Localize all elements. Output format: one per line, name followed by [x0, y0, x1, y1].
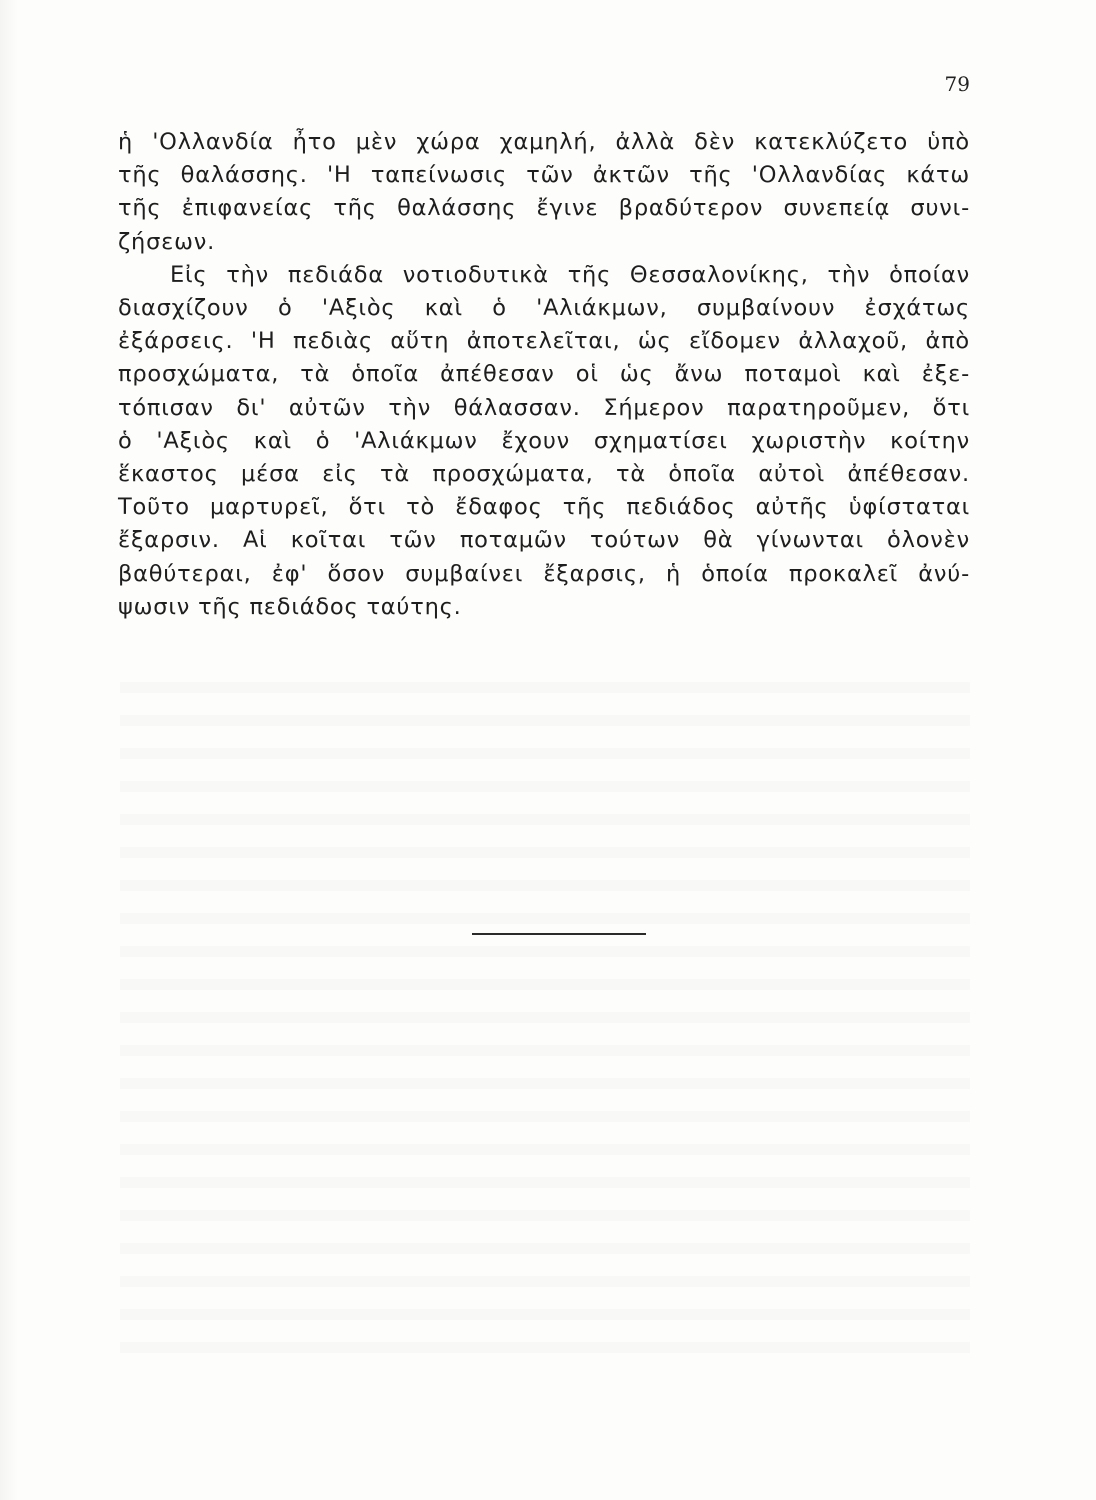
text-line: τῆς ἐπιφανείας τῆς θαλάσσης ἔγινε βραδύτερον συνεπείᾳ συνι- — [118, 195, 970, 222]
text-line: βαθύτεραι, ἐφ' ὅσον συμβαίνει ἔξαρσις, ἡ ὁποία προκαλεῖ ἀνύ- — [118, 560, 970, 587]
text-line: Τοῦτο μαρτυρεῖ, ὅτι τὸ ἔδαφος τῆς πεδιάδος αὐτῆς ὑφίσταται — [118, 494, 970, 521]
paragraph-1 — [118, 126, 970, 259]
text-line: Εἰς τὴν πεδιάδα νοτιοδυτικὰ τῆς Θεσσαλονίκης, τὴν ὁποίαν — [170, 261, 970, 288]
text-line: ἡ 'Ολλανδία ἦτο μὲν χώρα χαμηλή, ἀλλὰ δὲν κατεκλύζετο ὑπὸ — [118, 129, 970, 155]
text-line: ἐξάρσεις. 'Η πεδιὰς αὕτη ἀποτελεῖται, ὡς εἴδομεν ἀλλαχοῦ, ἀπὸ — [118, 328, 970, 355]
text-line: τῆς θαλάσσης. 'Η ταπείνωσις τῶν ἀκτῶν τῆς 'Ολλανδίας κάτω — [118, 162, 970, 189]
text-line: ἔξαρσιν. Αἱ κοῖται τῶν ποταμῶν τούτων θὰ γίνωνται ὁλονὲν — [118, 527, 970, 554]
text-line: διασχίζουν ὁ 'Αξιὸς καὶ ὁ 'Αλιάκμων, συμβαίνουν ἐσχάτως — [118, 295, 970, 322]
text-line: ψωσιν τῆς πεδιάδος ταύτης. — [118, 593, 462, 620]
text-line: ὁ 'Αξιὸς καὶ ὁ 'Αλιάκμων ἔχουν σχηματίσει χωριστὴν κοίτην — [118, 427, 970, 454]
body-text — [118, 126, 970, 624]
paragraph-2 — [118, 259, 970, 624]
text-line: ἕκαστος μέσα εἰς τὰ προσχώματα, τὰ ὁποῖα αὐτοὶ ἀπέθεσαν. — [118, 461, 970, 488]
section-divider — [472, 933, 646, 935]
page-number: 79 — [944, 72, 970, 96]
text-line: τόπισαν δι' αὐτῶν τὴν θάλασσαν. Σήμερον παρατηροῦμεν, ὅτι — [118, 394, 970, 421]
bleed-through-texture — [120, 660, 970, 1360]
text-line: ζήσεων. — [118, 228, 216, 255]
text-line: προσχώματα, τὰ ὁποῖα ἀπέθεσαν οἱ ὡς ἄνω ποταμοὶ καὶ ἐξε- — [118, 361, 970, 388]
